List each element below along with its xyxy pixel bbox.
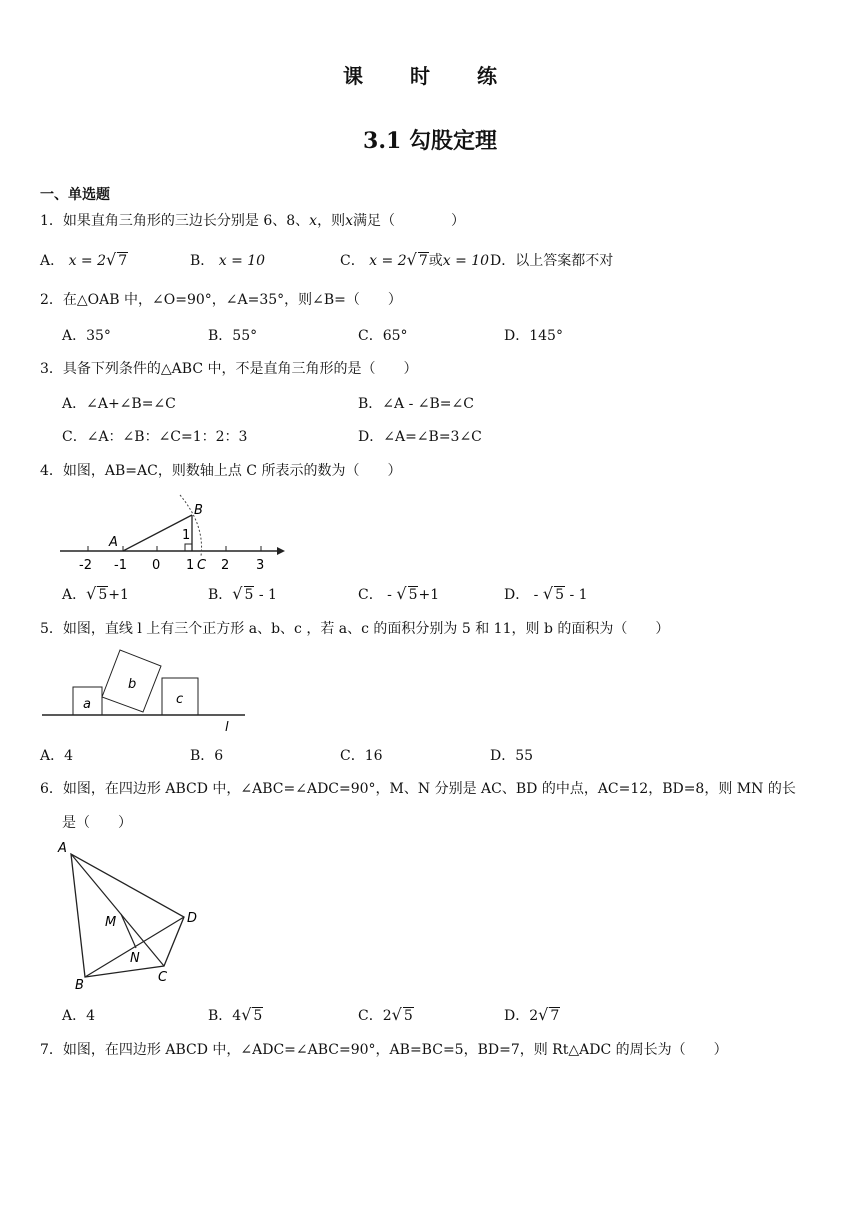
question-2-option-a[interactable]: A．35°	[62, 328, 111, 344]
label-m: M	[105, 915, 117, 930]
label-a: A	[58, 841, 67, 856]
label-point-c: C	[197, 558, 207, 572]
question-3-stem: 3．具备下列条件的△ABC 中，不是直角三角形的是（ ）	[40, 361, 418, 377]
question-7-stem: 7．如图，在四边形 ABCD 中，∠ADC=∠ABC=90°，AB=BC=5，BD=7，则 Rt△ADC 的周长为（ ）	[40, 1042, 728, 1058]
question-5-option-d[interactable]: D．55	[490, 748, 534, 764]
label-height: 1	[182, 528, 191, 543]
question-6-option-d[interactable]: D．2√ 7	[504, 1005, 560, 1024]
question-2-option-b[interactable]: B．55°	[208, 328, 258, 344]
section-heading: 一、单选题	[40, 187, 110, 203]
number-line-figure	[55, 490, 290, 572]
squares-figure	[40, 645, 250, 735]
question-6-option-b[interactable]: B．4√ 5	[208, 1005, 263, 1024]
question-4-option-c[interactable]: C． - √ 5+1	[358, 584, 440, 603]
tick-label: 2	[221, 558, 230, 572]
diagonal-bd	[85, 917, 184, 977]
label-square-b: b	[128, 677, 137, 692]
tick-label: 3	[256, 558, 265, 572]
label-point-b: B	[194, 503, 203, 518]
quadrilateral-abcd	[71, 854, 184, 977]
question-1-option-b[interactable]: B． x = 10	[190, 253, 266, 269]
diagonal-ac	[71, 854, 164, 966]
quadrilateral-figure	[55, 838, 205, 990]
question-6-stem: 6．如图，在四边形 ABCD 中，∠ABC=∠ADC=90°，M、N 分别是 AC、BD 的中点，AC=12，BD=8，则 MN 的长	[40, 781, 796, 797]
axis-arrow-icon	[277, 547, 285, 555]
label-c: C	[158, 970, 168, 985]
question-4-option-b[interactable]: B．√ 5 - 1	[208, 584, 277, 603]
tick-label: 1	[186, 558, 195, 572]
segment-mn	[121, 914, 136, 948]
question-3-option-c[interactable]: C．∠A：∠B：∠C=1：2：3	[62, 429, 248, 445]
label-square-a: a	[83, 697, 91, 712]
label-square-c: c	[176, 692, 184, 707]
question-5-option-b[interactable]: B．6	[190, 748, 224, 764]
question-2-option-c[interactable]: C．65°	[358, 328, 408, 344]
question-2-option-d[interactable]: D．145°	[504, 328, 563, 344]
tick-label: 0	[152, 558, 161, 572]
question-3-option-b[interactable]: B．∠A - ∠B=∠C	[358, 396, 474, 412]
question-3-option-a[interactable]: A．∠A+∠B=∠C	[62, 396, 176, 412]
question-6-stem-continued: 是（ ）	[62, 815, 132, 831]
question-4-stem: 4．如图，AB=AC，则数轴上点 C 所表示的数为（ ）	[40, 463, 402, 479]
label-n: N	[130, 951, 140, 966]
tick-label: -2	[79, 558, 92, 572]
question-1-option-c[interactable]: C． x = 2√ 7或x = 10	[340, 250, 490, 269]
question-3-option-d[interactable]: D．∠A=∠B=3∠C	[358, 429, 482, 445]
page-subtitle: 3.1 勾股定理	[363, 128, 497, 154]
question-5-option-a[interactable]: A．4	[40, 748, 74, 764]
question-4-option-a[interactable]: A．√ 5+1	[62, 584, 129, 603]
page-title: 课 时 练	[343, 64, 517, 88]
question-6-option-c[interactable]: C．2√ 5	[358, 1005, 413, 1024]
question-1-stem: 1．如果直角三角形的三边长分别是 6、8、x，则x满足（ ）	[40, 213, 465, 229]
question-1-option-a[interactable]: A． x = 2√ 7	[40, 250, 128, 269]
label-line-l: l	[225, 720, 229, 735]
tick-label: -1	[114, 558, 127, 572]
right-angle-mark	[185, 544, 192, 551]
question-4-option-d[interactable]: D． - √ 5 - 1	[504, 584, 588, 603]
question-5-option-c[interactable]: C．16	[340, 748, 383, 764]
question-6-option-a[interactable]: A．4	[62, 1008, 96, 1024]
label-point-a: A	[109, 535, 118, 550]
question-1-option-d[interactable]: D．以上答案都不对	[490, 253, 614, 269]
label-b: B	[75, 978, 84, 990]
label-d: D	[187, 911, 198, 926]
question-5-stem: 5．如图，直线 l 上有三个正方形 a、b、c ，若 a、c 的面积分别为 5 和 11，则 b 的面积为（ ）	[40, 621, 670, 637]
question-2-stem: 2．在△OAB 中，∠O=90°，∠A=35°，则∠B=（ ）	[40, 292, 402, 308]
